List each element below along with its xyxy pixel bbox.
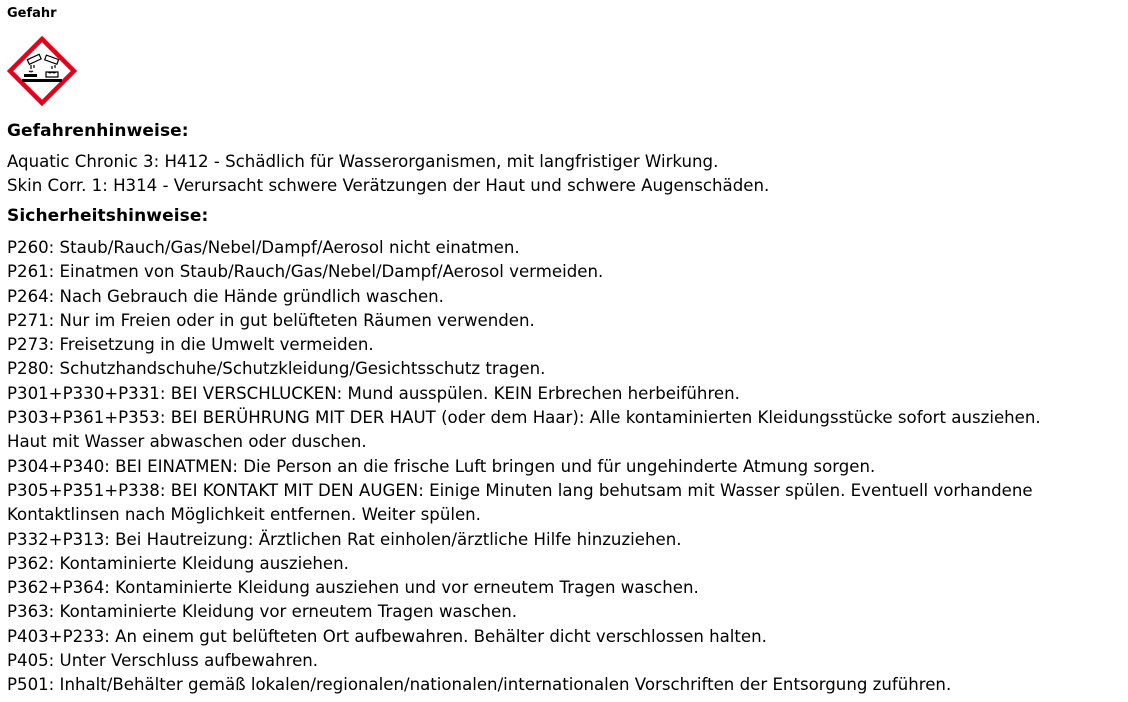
precautionary-statement: P403+P233: An einem gut belüfteten Ort aufbewahren. Behälter dicht verschlossen halten. xyxy=(7,626,767,646)
hazard-statements-list xyxy=(7,150,769,199)
precautionary-statement: P303+P361+P353: BEI BERÜHRUNG MIT DER HAUT (oder dem Haar): Alle kontaminierten Kleidungsstücke sofort ausziehen. xyxy=(7,408,1041,428)
hazard-statement: Aquatic Chronic 3: H412 - Schädlich für Wasserorganismen, mit langfristiger Wirkung. xyxy=(7,152,719,171)
ghs05-corrosion-icon xyxy=(7,36,77,106)
precautionary-statement: P363: Kontaminierte Kleidung vor erneutem Tragen waschen. xyxy=(7,602,518,622)
precautionary-statement: P261: Einatmen von Staub/Rauch/Gas/Nebel/Dampf/Aerosol vermeiden. xyxy=(7,262,604,282)
precautionary-statement: P305+P351+P338: BEI KONTAKT MIT DEN AUGEN: Einige Minuten lang behutsam mit Wasser spülen. Eventuell vorhandene xyxy=(7,480,1033,500)
precautionary-statement: P273: Freisetzung in die Umwelt vermeiden. xyxy=(7,335,374,355)
hazard-statement: Skin Corr. 1: H314 - Verursacht schwere Verätzungen der Haut und schwere Augenschäden. xyxy=(7,176,770,196)
precautionary-statement: P301+P330+P331: BEI VERSCHLUCKEN: Mund ausspülen. KEIN Erbrechen herbeiführen. xyxy=(7,383,740,403)
precautionary-statement: P271: Nur im Freien oder in gut belüfteten Räumen verwenden. xyxy=(7,310,535,330)
precautionary-statement: P362+P364: Kontaminierte Kleidung ausziehen und vor erneutem Tragen waschen. xyxy=(7,578,699,598)
precautionary-statement: P280: Schutzhandschuhe/Schutzkleidung/Gesichtsschutz tragen. xyxy=(7,359,546,379)
precautionary-statement: P264: Nach Gebrauch die Hände gründlich waschen. xyxy=(7,286,444,306)
signal-word: Gefahr xyxy=(7,6,57,21)
precautionary-statement: P501: Inhalt/Behälter gemäß lokalen/regionalen/nationalen/internationalen Vorschriften der Entsorgung zuführen. xyxy=(7,675,952,695)
precautionary-statement: P332+P313: Bei Hautreizung: Ärztlichen Rat einholen/ärztliche Hilfe hinzuziehen. xyxy=(7,529,682,549)
hazard-statements-title: Gefahrenhinweise: xyxy=(7,121,189,141)
precautionary-statement: Haut mit Wasser abwaschen oder duschen. xyxy=(7,432,367,452)
precautionary-statement: P304+P340: BEI EINATMEN: Die Person an die frische Luft bringen und für ungehinderte Atmung sorgen. xyxy=(7,456,876,476)
precautionary-statement: P260: Staub/Rauch/Gas/Nebel/Dampf/Aerosol nicht einatmen. xyxy=(7,238,520,257)
precautionary-statement: P405: Unter Verschluss aufbewahren. xyxy=(7,651,319,671)
precautionary-statements-list xyxy=(7,236,1041,698)
precautionary-statements-title: Sicherheitshinweise: xyxy=(7,206,209,226)
precautionary-statement: Kontaktlinsen nach Möglichkeit entfernen. Weiter spülen. xyxy=(7,505,481,525)
precautionary-statement: P362: Kontaminierte Kleidung ausziehen. xyxy=(7,553,349,573)
